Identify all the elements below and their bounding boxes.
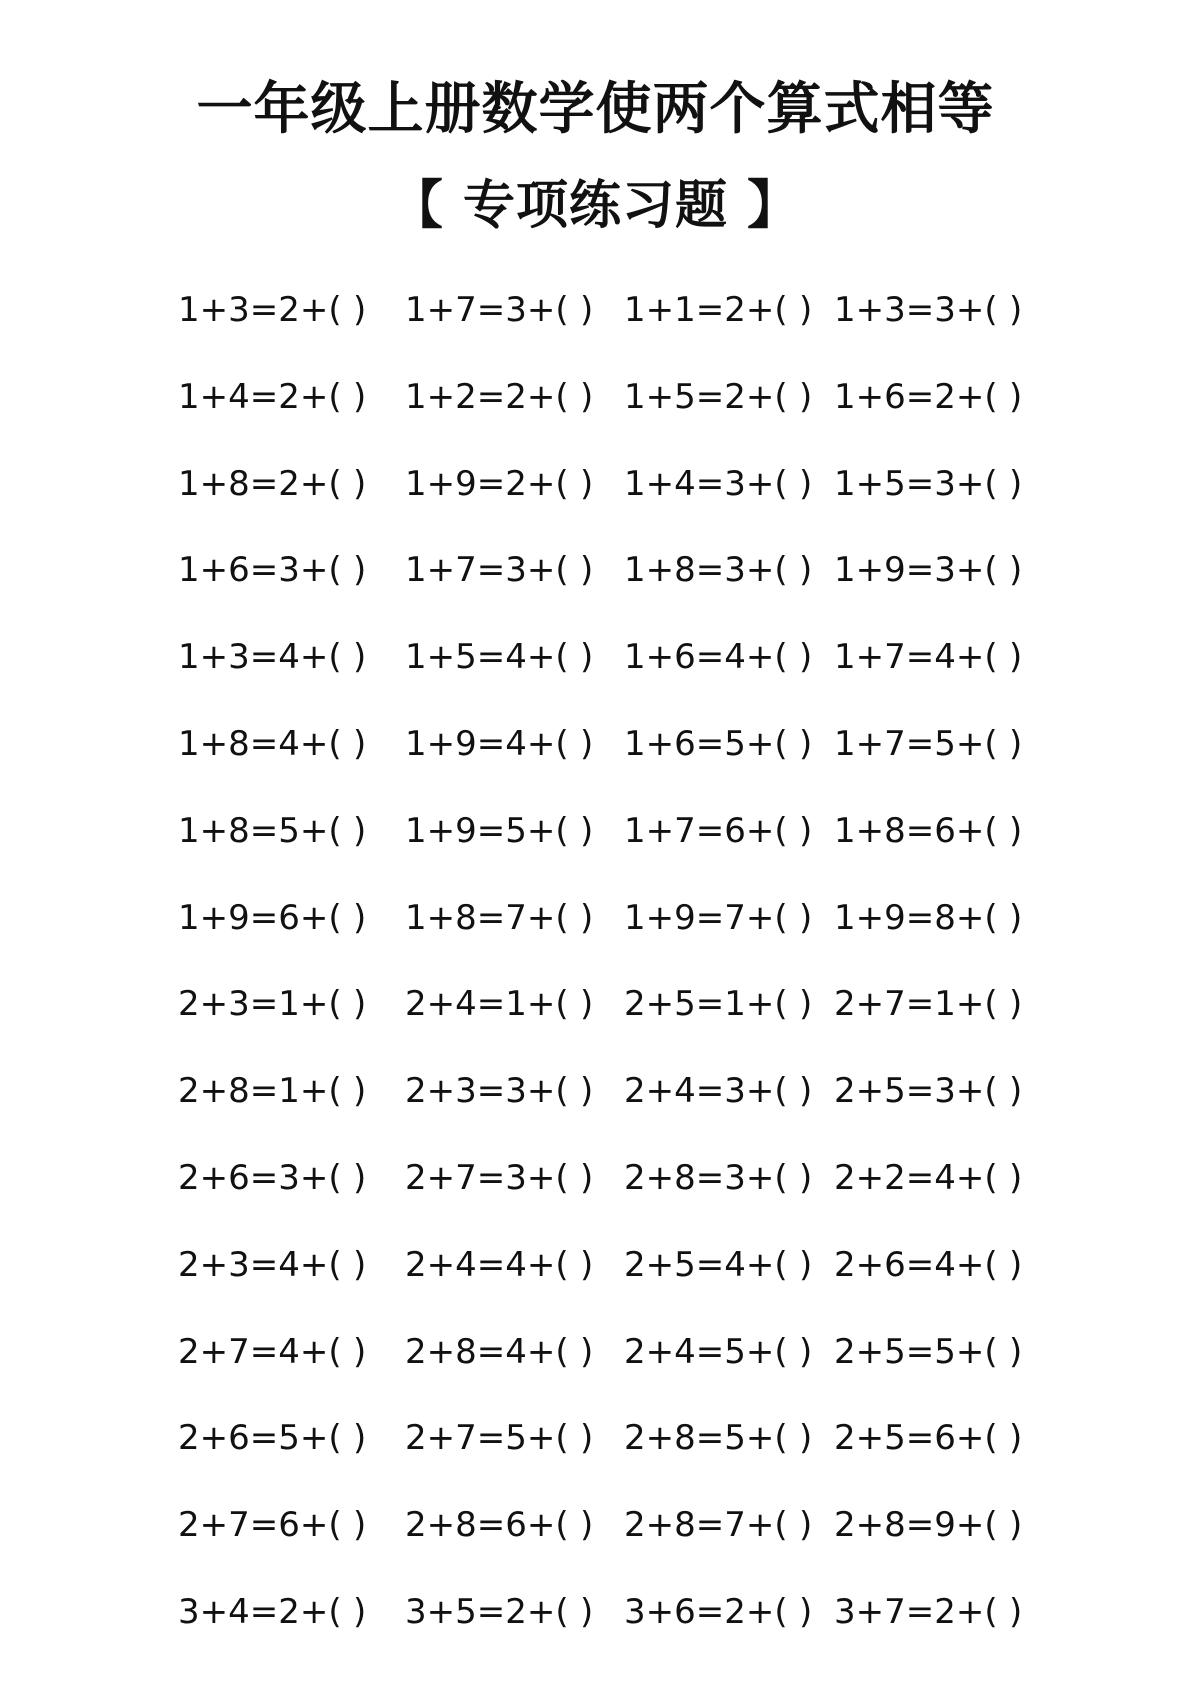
answer-close-paren: ) <box>1009 1591 1023 1632</box>
exercise-grid <box>0 280 1191 1669</box>
answer-close-paren: ) <box>1009 897 1023 938</box>
equation-text: 1+8=5+( <box>178 810 342 851</box>
equation-text: 1+7=3+( <box>405 290 569 330</box>
equation-text: 2+6=4+( <box>834 1244 998 1285</box>
exercise-row <box>0 1148 1191 1235</box>
equation-text: 2+5=3+( <box>834 1071 998 1112</box>
equation-text: 2+8=6+( <box>405 1505 569 1546</box>
answer-close-paren: ) <box>1009 1418 1023 1459</box>
answer-close-paren: ) <box>799 897 813 938</box>
equation-text: 1+2=2+( <box>405 376 569 417</box>
answer-close-paren: ) <box>580 1505 594 1546</box>
answer-close-paren: ) <box>799 637 813 678</box>
answer-close-paren: ) <box>799 1071 813 1112</box>
equation-text: 2+8=7+( <box>624 1505 788 1546</box>
equation-text: 1+1=2+( <box>624 290 788 330</box>
answer-close-paren: ) <box>580 290 594 330</box>
exercise-row <box>0 1495 1191 1582</box>
answer-close-paren: ) <box>353 984 367 1025</box>
equation-text: 1+9=4+( <box>405 723 569 764</box>
answer-close-paren: ) <box>1009 290 1023 330</box>
equation-text: 1+9=6+( <box>178 897 342 938</box>
answer-close-paren: ) <box>799 1244 813 1285</box>
equation-text: 1+6=5+( <box>624 723 788 764</box>
answer-close-paren: ) <box>1009 1505 1023 1546</box>
answer-close-paren: ) <box>580 463 594 504</box>
answer-close-paren: ) <box>580 550 594 591</box>
equation-text: 2+3=1+( <box>178 984 342 1025</box>
equation-text: 2+5=6+( <box>834 1418 998 1459</box>
equation-text: 2+8=9+( <box>834 1505 998 1546</box>
equation-text: 1+9=2+( <box>405 463 569 504</box>
answer-close-paren: ) <box>799 290 813 330</box>
equation-text: 3+5=2+( <box>405 1591 569 1632</box>
answer-close-paren: ) <box>1009 1071 1023 1112</box>
equation-text: 1+5=2+( <box>624 376 788 417</box>
answer-close-paren: ) <box>1009 1331 1023 1372</box>
answer-close-paren: ) <box>799 984 813 1025</box>
answer-close-paren: ) <box>1009 723 1023 764</box>
equation-text: 2+6=3+( <box>178 1157 342 1198</box>
equation-text: 1+5=3+( <box>834 463 998 504</box>
equation-text: 2+5=5+( <box>834 1331 998 1372</box>
equation-text: 1+9=7+( <box>624 897 788 938</box>
equation-text: 1+3=2+( <box>178 290 342 330</box>
answer-close-paren: ) <box>580 1244 594 1285</box>
equation-text: 1+8=3+( <box>624 550 788 591</box>
answer-close-paren: ) <box>353 550 367 591</box>
equation-text: 2+3=3+( <box>405 1071 569 1112</box>
answer-close-paren: ) <box>799 550 813 591</box>
equation-text: 2+2=4+( <box>834 1157 998 1198</box>
equation-text: 1+4=2+( <box>178 376 342 417</box>
answer-close-paren: ) <box>799 1331 813 1372</box>
equation-text: 1+7=5+( <box>834 723 998 764</box>
answer-close-paren: ) <box>580 810 594 851</box>
exercise-row <box>0 367 1191 454</box>
equation-text: 1+9=3+( <box>834 550 998 591</box>
equation-text: 1+8=4+( <box>178 723 342 764</box>
answer-close-paren: ) <box>353 1505 367 1546</box>
answer-close-paren: ) <box>580 1331 594 1372</box>
answer-close-paren: ) <box>799 810 813 851</box>
equation-text: 1+8=7+( <box>405 897 569 938</box>
equation-text: 1+8=6+( <box>834 810 998 851</box>
exercise-row <box>0 801 1191 888</box>
answer-close-paren: ) <box>353 1418 367 1459</box>
equation-text: 2+8=4+( <box>405 1331 569 1372</box>
equation-text: 1+9=5+( <box>405 810 569 851</box>
answer-close-paren: ) <box>1009 1157 1023 1198</box>
exercise-row <box>0 454 1191 541</box>
equation-text: 1+6=4+( <box>624 637 788 678</box>
answer-close-paren: ) <box>799 1591 813 1632</box>
answer-close-paren: ) <box>580 376 594 417</box>
equation-text: 2+5=1+( <box>624 984 788 1025</box>
exercise-row <box>0 1061 1191 1148</box>
exercise-row <box>0 1582 1191 1669</box>
equation-text: 2+7=6+( <box>178 1505 342 1546</box>
page-title: 一年级上册数学使两个算式相等 <box>196 77 995 142</box>
page-subtitle: 【 专项练习题 】 <box>390 176 801 236</box>
answer-close-paren: ) <box>580 984 594 1025</box>
exercise-row <box>0 627 1191 714</box>
equation-text: 3+7=2+( <box>834 1591 998 1632</box>
equation-text: 2+7=1+( <box>834 984 998 1025</box>
answer-close-paren: ) <box>799 463 813 504</box>
exercise-row <box>0 1408 1191 1495</box>
equation-text: 2+7=4+( <box>178 1331 342 1372</box>
equation-text: 2+8=3+( <box>624 1157 788 1198</box>
equation-text: 2+4=1+( <box>405 984 569 1025</box>
answer-close-paren: ) <box>353 637 367 678</box>
answer-close-paren: ) <box>580 723 594 764</box>
answer-close-paren: ) <box>580 1157 594 1198</box>
equation-text: 1+4=3+( <box>624 463 788 504</box>
equation-text: 1+9=8+( <box>834 897 998 938</box>
answer-close-paren: ) <box>799 723 813 764</box>
answer-close-paren: ) <box>799 1505 813 1546</box>
answer-close-paren: ) <box>1009 550 1023 591</box>
answer-close-paren: ) <box>1009 637 1023 678</box>
equation-text: 2+8=5+( <box>624 1418 788 1459</box>
answer-close-paren: ) <box>580 1418 594 1459</box>
answer-close-paren: ) <box>799 1418 813 1459</box>
answer-close-paren: ) <box>353 723 367 764</box>
exercise-row <box>0 540 1191 627</box>
answer-close-paren: ) <box>799 1157 813 1198</box>
equation-text: 1+8=2+( <box>178 463 342 504</box>
answer-close-paren: ) <box>799 376 813 417</box>
equation-text: 2+6=5+( <box>178 1418 342 1459</box>
answer-close-paren: ) <box>353 1071 367 1112</box>
answer-close-paren: ) <box>353 1591 367 1632</box>
equation-text: 3+4=2+( <box>178 1591 342 1632</box>
equation-text: 2+8=1+( <box>178 1071 342 1112</box>
answer-close-paren: ) <box>1009 810 1023 851</box>
equation-text: 2+3=4+( <box>178 1244 342 1285</box>
equation-text: 2+7=5+( <box>405 1418 569 1459</box>
answer-close-paren: ) <box>353 463 367 504</box>
equation-text: 1+3=4+( <box>178 637 342 678</box>
answer-close-paren: ) <box>580 1071 594 1112</box>
equation-text: 1+7=6+( <box>624 810 788 851</box>
equation-text: 1+3=3+( <box>834 290 998 330</box>
answer-close-paren: ) <box>1009 463 1023 504</box>
equation-text: 1+7=3+( <box>405 550 569 591</box>
equation-text: 2+4=5+( <box>624 1331 788 1372</box>
equation-text: 1+7=4+( <box>834 637 998 678</box>
answer-close-paren: ) <box>1009 1244 1023 1285</box>
equation-text: 1+6=3+( <box>178 550 342 591</box>
exercise-row <box>0 888 1191 975</box>
equation-text: 2+4=4+( <box>405 1244 569 1285</box>
answer-close-paren: ) <box>353 290 367 330</box>
equation-text: 2+4=3+( <box>624 1071 788 1112</box>
answer-close-paren: ) <box>353 1157 367 1198</box>
answer-close-paren: ) <box>580 637 594 678</box>
answer-close-paren: ) <box>580 897 594 938</box>
answer-close-paren: ) <box>1009 376 1023 417</box>
exercise-row <box>0 974 1191 1061</box>
answer-close-paren: ) <box>353 897 367 938</box>
exercise-row <box>0 1322 1191 1409</box>
answer-close-paren: ) <box>353 810 367 851</box>
answer-close-paren: ) <box>580 1591 594 1632</box>
answer-close-paren: ) <box>353 1244 367 1285</box>
answer-close-paren: ) <box>1009 984 1023 1025</box>
exercise-row <box>0 714 1191 801</box>
exercise-row <box>0 280 1191 367</box>
equation-text: 2+5=4+( <box>624 1244 788 1285</box>
equation-text: 1+5=4+( <box>405 637 569 678</box>
exercise-row <box>0 1235 1191 1322</box>
answer-close-paren: ) <box>353 1331 367 1372</box>
answer-close-paren: ) <box>353 376 367 417</box>
equation-text: 3+6=2+( <box>624 1591 788 1632</box>
equation-text: 2+7=3+( <box>405 1157 569 1198</box>
equation-text: 1+6=2+( <box>834 376 998 417</box>
